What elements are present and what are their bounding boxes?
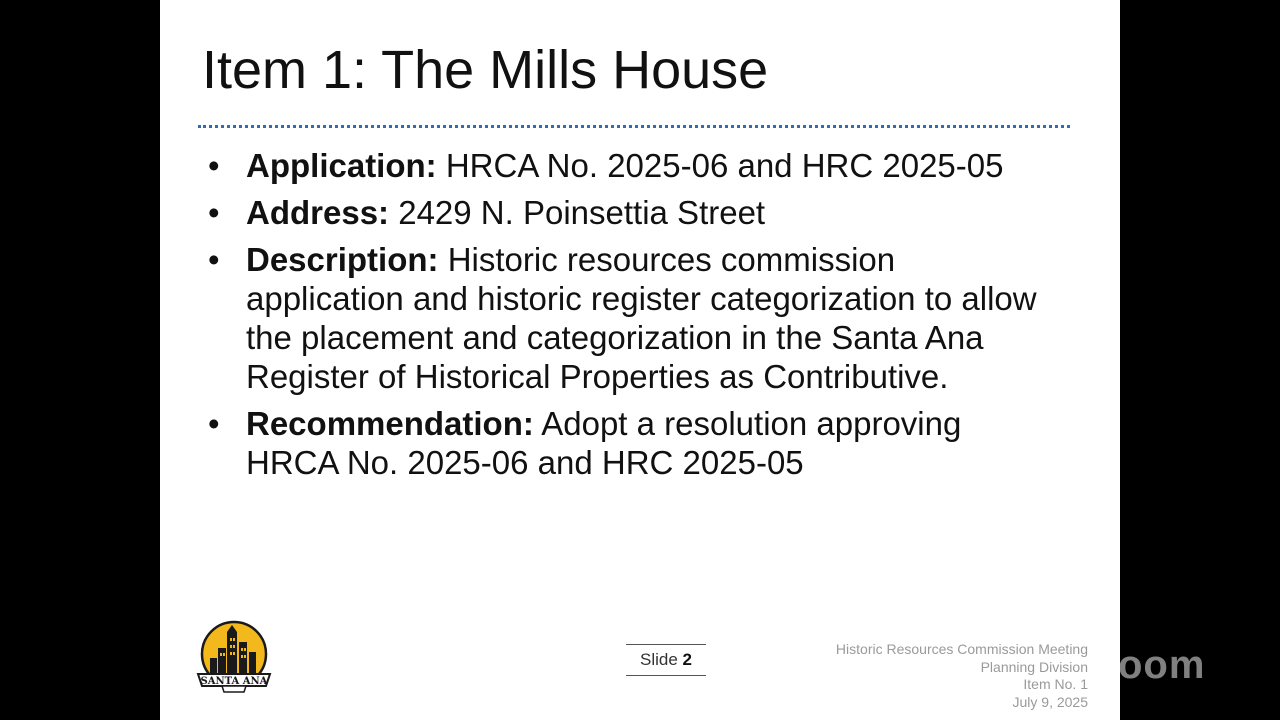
title-divider [198, 125, 1070, 128]
bullet-label: Address: [246, 194, 390, 231]
bullet-label: Application: [246, 147, 437, 184]
bullet-address [206, 193, 1046, 232]
logo-text: SANTA ANA [200, 676, 268, 687]
bullet-description [206, 240, 1046, 396]
bullet-list [206, 146, 1046, 490]
footer-date: July 9, 2025 [1012, 693, 1088, 710]
bullet-application [206, 146, 1046, 185]
bullet-label: Recommendation: [246, 405, 534, 442]
presentation-slide [160, 0, 1120, 720]
bullet-text: 2429 N. Poinsettia Street [389, 194, 766, 231]
footer-meeting: Historic Resources Commission Meeting [835, 641, 1088, 657]
bullet-text: HRCA No. 2025-06 and HRC 2025-05 [436, 147, 1004, 184]
bullet-label: Description: [246, 241, 439, 278]
bullet-recommendation [206, 404, 1046, 482]
footer-item: Item No. 1 [1023, 676, 1088, 692]
bullet-text: Historic resources commission application and historic register categorization to allow the placement and categorization in the Santa Ana Register of Historical Properties as Contributive. [246, 241, 1037, 395]
footer-division: Planning Division [980, 658, 1088, 675]
slide-title: Item 1: The Mills House [202, 40, 769, 100]
slide-number-value: 2 [682, 650, 692, 669]
slide-label: Slide [639, 650, 678, 669]
bullet-text: Adopt a resolution approving HRCA No. 2025-06 and HRC 2025-05 [246, 405, 962, 481]
slide-footer [836, 641, 1088, 711]
slide-number [626, 644, 706, 676]
santa-ana-logo [194, 620, 274, 694]
zoom-watermark: zoom [1097, 643, 1206, 687]
